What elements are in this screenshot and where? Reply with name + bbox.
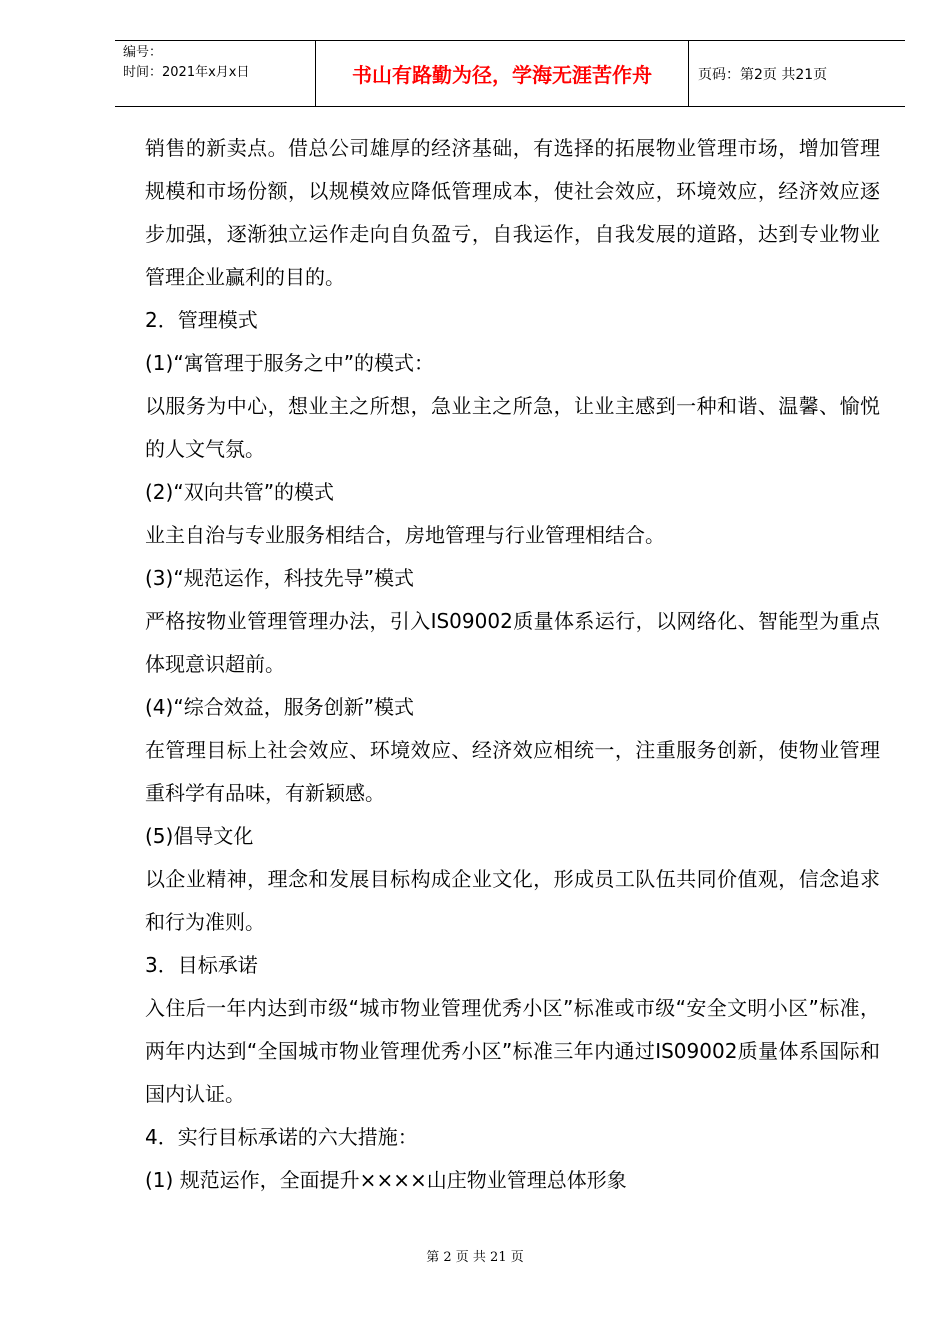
subsection-heading: (4)“综合效益，服务创新”模式 — [145, 695, 415, 719]
section-heading: 2．管理模式 — [145, 308, 258, 332]
section-heading: 3．目标承诺 — [145, 953, 258, 977]
header-meta — [115, 41, 316, 106]
subsection-heading: (1) 规范运作，全面提升××××山庄物业管理总体形象 — [145, 1168, 627, 1192]
header-page-label: 页码：第2页 共21页 — [698, 66, 828, 83]
header-motto: 书山有路勤为径，学海无涯苦作舟 — [316, 41, 689, 106]
paragraph: 在管理目标上社会效应、环境效应、经济效应相统一，注重服务创新，使物业管理重科学有品味，有新颖感。 — [145, 738, 880, 805]
paragraph: 入住后一年内达到市级“城市物业管理优秀小区”标准或市级“安全文明小区”标准，两年内达到“全国城市物业管理优秀小区”标准三年内通过IS09002质量体系国际和国内认证。 — [145, 996, 880, 1106]
subsection-heading: (1)“寓管理于服务之中”的模式： — [145, 351, 435, 375]
section-heading: 4．实行目标承诺的六大措施： — [145, 1125, 418, 1149]
header-time-label: 时间：2021年x月x日 — [123, 65, 250, 80]
subsection-heading: (2)“双向共管”的模式 — [145, 480, 335, 504]
paragraph: 销售的新卖点。借总公司雄厚的经济基础，有选择的拓展物业管理市场，增加管理规模和市场份额，以规模效应降低管理成本，使社会效应，环境效应，经济效应逐步加强，逐渐独立运作走向自负盈亏，自我运作，自我发展的道路，达到专业物业管理企业赢利的目的。 — [145, 136, 880, 289]
page-footer: 第 2 页 共 21 页 — [426, 1250, 524, 1265]
paragraph: 以企业精神，理念和发展目标构成企业文化，形成员工队伍共同价值观，信念追求和行为准则。 — [145, 867, 880, 934]
page-header — [115, 40, 905, 107]
paragraph: 以服务为中心，想业主之所想，急业主之所急，让业主感到一种和谐、温馨、愉悦的人文气氛。 — [145, 394, 880, 461]
subsection-heading: (3)“规范运作，科技先导”模式 — [145, 566, 415, 590]
header-number-label: 编号： — [123, 45, 163, 60]
subsection-heading: (5)倡导文化 — [145, 824, 254, 848]
document-body — [145, 127, 880, 1202]
paragraph: 严格按物业管理管理办法，引入IS09002质量体系运行，以网络化、智能型为重点体现意识超前。 — [145, 609, 880, 676]
paragraph: 业主自治与专业服务相结合，房地管理与行业管理相结合。 — [145, 523, 665, 547]
